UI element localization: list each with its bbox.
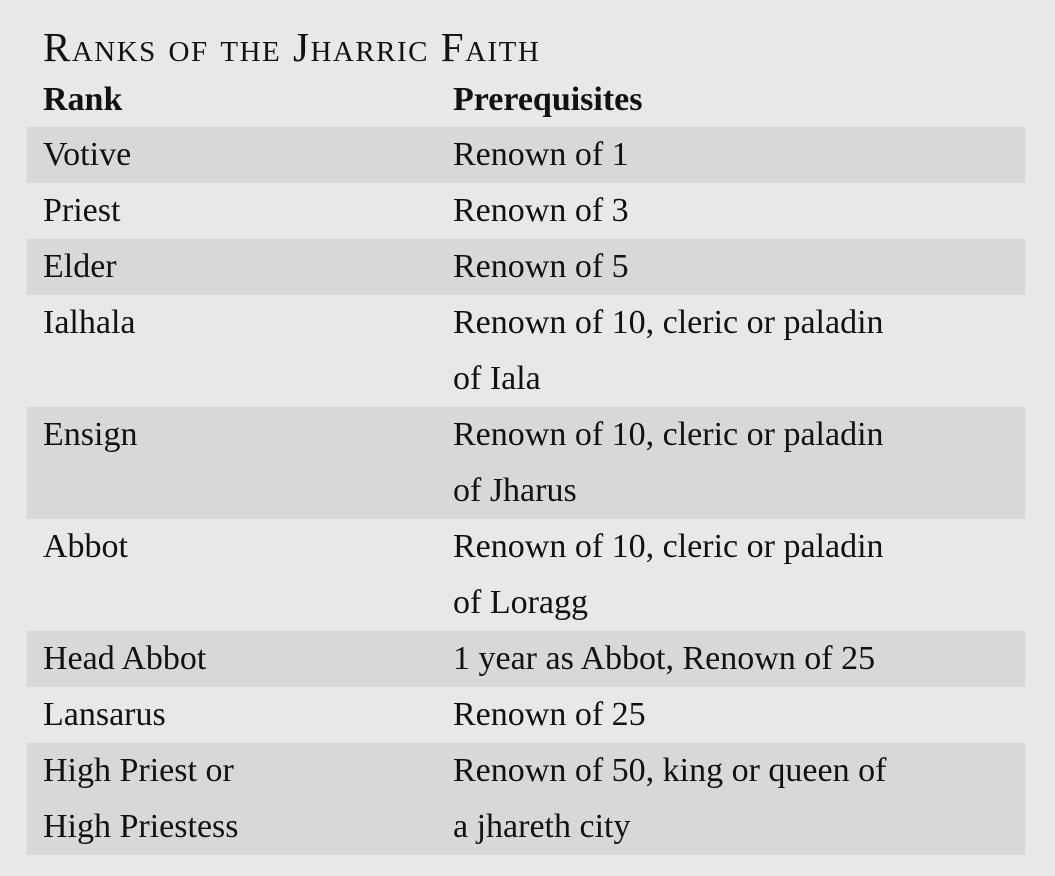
- rank-cell: [27, 295, 453, 407]
- prerequisites-text: of Iala: [453, 360, 541, 397]
- rank-text: Ensign: [43, 416, 138, 453]
- prerequisites-cell: [453, 295, 1025, 407]
- rank-text: Ialhala: [43, 304, 136, 341]
- prerequisites-text: of Jharus: [453, 472, 577, 509]
- table-row: [27, 127, 1025, 183]
- rank-cell: [27, 183, 453, 239]
- rank-text: Elder: [43, 248, 117, 285]
- prerequisites-cell: [453, 519, 1025, 631]
- rank-text: High Priestess: [43, 808, 239, 845]
- prerequisites-text: Renown of 10, cleric or paladin: [453, 528, 884, 565]
- rank-cell: [27, 743, 453, 855]
- prerequisites-text: of Loragg: [453, 584, 589, 621]
- column-header-rank: Rank: [43, 81, 123, 118]
- prerequisites-cell: [453, 743, 1025, 855]
- column-header-prerequisites: Prerequisites: [453, 81, 643, 118]
- table-row: [27, 687, 1025, 743]
- rank-text: Lansarus: [43, 696, 166, 733]
- table-row: [27, 743, 1025, 855]
- table-title: Ranks of the Jharric Faith: [43, 24, 541, 70]
- prerequisites-cell: [453, 631, 1025, 687]
- prerequisites-text: Renown of 10, cleric or paladin: [453, 416, 884, 453]
- rank-cell: [27, 631, 453, 687]
- rank-text: Votive: [43, 136, 132, 173]
- prerequisites-text: 1 year as Abbot, Renown of 25: [453, 640, 876, 677]
- rank-cell: [27, 687, 453, 743]
- rank-text: Priest: [43, 192, 121, 229]
- table-row: [27, 295, 1025, 407]
- prerequisites-text: Renown of 50, king or queen of: [453, 752, 887, 789]
- prerequisites-cell: [453, 687, 1025, 743]
- prerequisites-cell: [453, 127, 1025, 183]
- prerequisites-cell: [453, 239, 1025, 295]
- prerequisites-text: Renown of 5: [453, 248, 629, 285]
- rank-text: High Priest or: [43, 752, 234, 789]
- table-row: [27, 631, 1025, 687]
- rank-text: Abbot: [43, 528, 128, 565]
- rank-text: Head Abbot: [43, 640, 207, 677]
- prerequisites-cell: [453, 183, 1025, 239]
- table-row: [27, 407, 1025, 519]
- table-row: [27, 519, 1025, 631]
- prerequisites-text: a jhareth city: [453, 808, 631, 845]
- prerequisites-text: Renown of 3: [453, 192, 629, 229]
- prerequisites-text: Renown of 10, cleric or paladin: [453, 304, 884, 341]
- rank-cell: [27, 407, 453, 519]
- table-row: [27, 183, 1025, 239]
- rank-cell: [27, 127, 453, 183]
- table-header-row: [27, 73, 1025, 127]
- prerequisites-text: Renown of 1: [453, 136, 629, 173]
- rank-cell: [27, 239, 453, 295]
- ranks-table: [27, 73, 1025, 855]
- prerequisites-text: Renown of 25: [453, 696, 646, 733]
- table-row: [27, 239, 1025, 295]
- prerequisites-cell: [453, 407, 1025, 519]
- rank-cell: [27, 519, 453, 631]
